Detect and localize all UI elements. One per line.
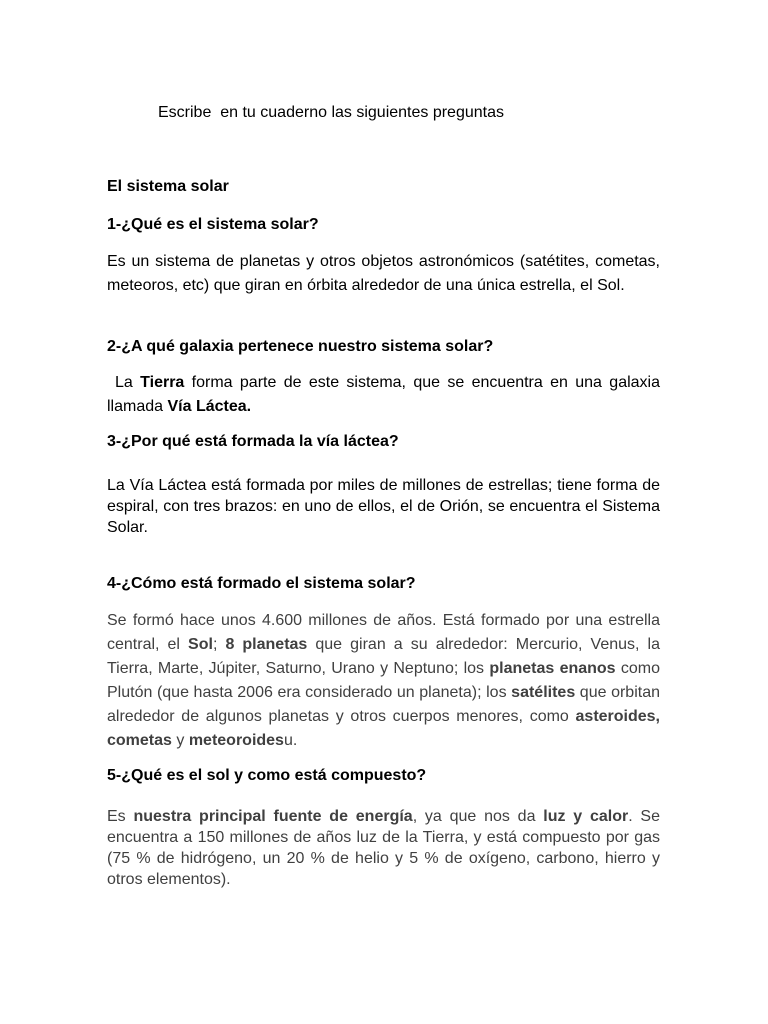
- answer-2: La Tierra forma parte de este sistema, que se encuentra en una galaxia llamada Vía Láctea.: [107, 374, 660, 415]
- answer-4: Se formó hace unos 4.600 millones de años. Está formado por una estrella central, el Sol; 8 planetas que giran a su alrededor: Mercurio, Venus, la Tierra, Marte, Júpiter, Saturno, Urano y Neptuno; los planetas enanos como Plutón (que hasta 2006 era considerado un planeta); los satélites que orbitan alrededor de algunos planetas y otros cuerpos menores, como asteroides, cometas y meteoroidesu.: [107, 612, 661, 749]
- answer-1: Es un sistema de planetas y otros objetos astronómicos (satétites, cometas, meteoros, etc) que giran en órbita alrededor de una única estrella, el Sol.: [107, 253, 660, 294]
- answer-5: Es nuestra principal fuente de energía, ya que nos da luz y calor. Se encuentra a 150 millones de años luz de la Tierra, y está compuesto por gas (75 % de hidrógeno, un 20 % de helio y 5 % de oxígeno, carbono, hierro y otros elementos).: [107, 808, 661, 888]
- question-1: 1-¿Qué es el sistema solar?: [107, 216, 319, 233]
- question-5: 5-¿Qué es el sol y como está compuesto?: [107, 767, 427, 784]
- question-2: 2-¿A qué galaxia pertenece nuestro sistema solar?: [107, 338, 494, 355]
- instruction-text: Escribe en tu cuaderno las siguientes preguntas: [158, 104, 504, 121]
- section-title: El sistema solar: [107, 178, 229, 195]
- question-4: 4-¿Cómo está formado el sistema solar?: [107, 575, 416, 592]
- question-3: 3-¿Por qué está formada la vía láctea?: [107, 433, 399, 450]
- answer-3: La Vía Láctea está formada por miles de millones de estrellas; tiene forma de espiral, con tres brazos: en uno de ellos, el de Orión, se encuentra el Sistema Solar.: [107, 477, 660, 536]
